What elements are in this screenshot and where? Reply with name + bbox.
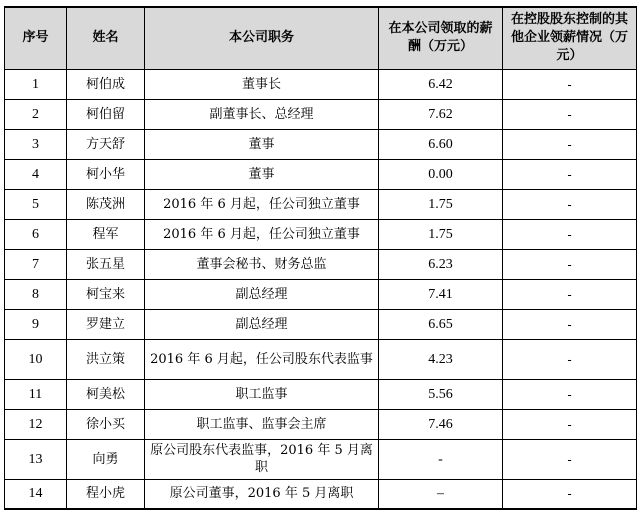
other-pay-cell: - [503,409,637,439]
row-number-cell: 6 [5,219,67,249]
row-number-cell: 5 [5,189,67,219]
name-cell: 程小虎 [67,479,145,509]
name-cell: 陈茂洲 [67,189,145,219]
salary-cell: 6.60 [379,129,503,159]
position-cell: 2016 年 6 月起，任公司股东代表监事 [145,339,379,379]
position-cell: 职工监事 [145,379,379,409]
salary-cell: 0.00 [379,159,503,189]
name-cell: 柯伯成 [67,69,145,99]
salary-cell: 6.65 [379,309,503,339]
row-number-cell: 8 [5,279,67,309]
table-row [5,309,637,339]
row-number-cell: 4 [5,159,67,189]
header-salary: 在本公司领取的薪酬（万元） [379,7,503,69]
salary-cell: 6.23 [379,249,503,279]
position-cell: 副董事长、总经理 [145,99,379,129]
other-pay-cell: - [503,379,637,409]
compensation-table-container [4,6,636,510]
row-number-cell: 9 [5,309,67,339]
table-row [5,379,637,409]
salary-cell: 6.42 [379,69,503,99]
position-cell: 原公司董事，2016 年 5 月离职 [145,479,379,509]
position-cell: 董事会秘书、财务总监 [145,249,379,279]
row-number-cell: 13 [5,439,67,479]
other-pay-cell: - [503,249,637,279]
name-cell: 柯小华 [67,159,145,189]
table-row [5,249,637,279]
header-no: 序号 [5,7,67,69]
row-number-cell: 14 [5,479,67,509]
table-row [5,99,637,129]
other-pay-cell: - [503,309,637,339]
header-position: 本公司职务 [145,7,379,69]
name-cell: 洪立策 [67,339,145,379]
header-other-pay: 在控股股东控制的其他企业领薪情况（万元） [503,7,637,69]
salary-cell: - [379,439,503,479]
salary-cell: 7.41 [379,279,503,309]
table-body [5,69,637,509]
table-header-row [5,7,637,69]
salary-cell: 1.75 [379,189,503,219]
name-cell: 罗建立 [67,309,145,339]
name-cell: 柯伯留 [67,99,145,129]
row-number-cell: 1 [5,69,67,99]
name-cell: 徐小买 [67,409,145,439]
position-cell: 原公司股东代表监事，2016 年 5 月离职 [145,439,379,479]
row-number-cell: 7 [5,249,67,279]
row-number-cell: 3 [5,129,67,159]
salary-cell: 7.46 [379,409,503,439]
row-number-cell: 10 [5,339,67,379]
row-number-cell: 12 [5,409,67,439]
other-pay-cell: - [503,159,637,189]
position-cell: 董事长 [145,69,379,99]
other-pay-cell: - [503,439,637,479]
position-cell: 副总经理 [145,309,379,339]
name-cell: 方天舒 [67,129,145,159]
name-cell: 柯美松 [67,379,145,409]
header-name: 姓名 [67,7,145,69]
name-cell: 柯宝来 [67,279,145,309]
position-cell: 职工监事、监事会主席 [145,409,379,439]
table-row [5,159,637,189]
row-number-cell: 11 [5,379,67,409]
position-cell: 董事 [145,159,379,189]
other-pay-cell: - [503,129,637,159]
position-cell: 2016 年 6 月起，任公司独立董事 [145,219,379,249]
table-row [5,339,637,379]
name-cell: 向勇 [67,439,145,479]
position-cell: 副总经理 [145,279,379,309]
salary-cell: 5.56 [379,379,503,409]
table-row [5,279,637,309]
other-pay-cell: - [503,339,637,379]
table-row [5,409,637,439]
position-cell: 2016 年 6 月起，任公司独立董事 [145,189,379,219]
salary-cell: – [379,479,503,509]
salary-cell: 4.23 [379,339,503,379]
compensation-table [4,6,637,510]
table-row [5,189,637,219]
other-pay-cell: - [503,99,637,129]
salary-cell: 7.62 [379,99,503,129]
table-row [5,69,637,99]
other-pay-cell: - [503,189,637,219]
other-pay-cell: - [503,219,637,249]
salary-cell: 1.75 [379,219,503,249]
other-pay-cell: - [503,69,637,99]
row-number-cell: 2 [5,99,67,129]
table-row [5,479,637,509]
table-row [5,219,637,249]
table-row [5,129,637,159]
name-cell: 张五星 [67,249,145,279]
name-cell: 程军 [67,219,145,249]
other-pay-cell: - [503,479,637,509]
table-row [5,439,637,479]
position-cell: 董事 [145,129,379,159]
other-pay-cell: - [503,279,637,309]
